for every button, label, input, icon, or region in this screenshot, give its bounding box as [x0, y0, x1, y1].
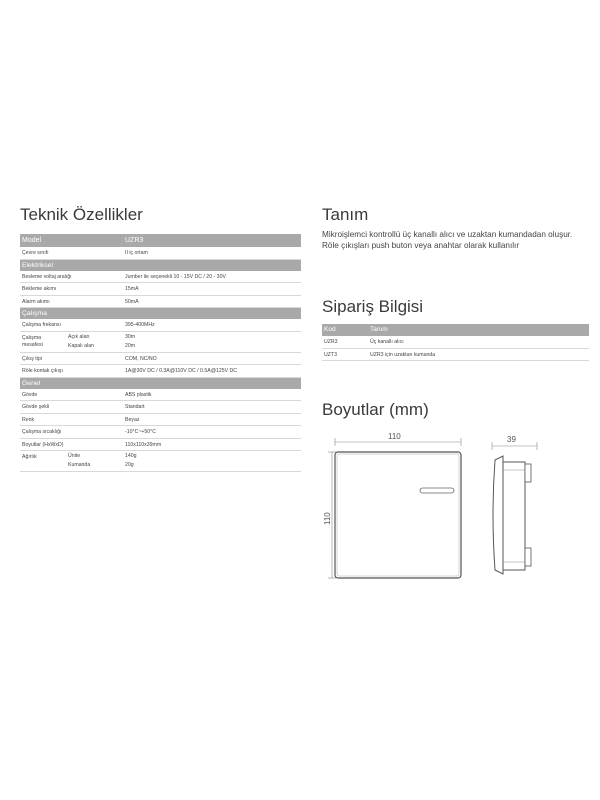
table-row-distance [20, 332, 301, 353]
table-row [20, 439, 301, 452]
definition-text: Mikroişlemci kontrollü üç kanallı alıcı ve uzaktan kumandadan oluşur. Röle çıkışları push buton veya anahtar olarak kullanılır [322, 230, 573, 250]
spec-key: Besleme voltaj aralığı [22, 273, 72, 280]
device-body [503, 462, 525, 570]
spec-subkey: Kapalı alan [68, 342, 94, 349]
spec-value: Standart [125, 404, 145, 410]
spec-key: Çalışma sıcaklığı [22, 429, 62, 435]
table-row [20, 319, 301, 332]
spec-key: Ağırlık [22, 454, 37, 460]
table-row [20, 353, 301, 366]
table-row [20, 283, 301, 296]
spec-key: Çıkış tipi [22, 355, 42, 362]
table-row [20, 414, 301, 427]
table-row [20, 247, 301, 260]
order-desc: UZR3 için uzaktan kumanda [370, 351, 436, 358]
dimensions-drawing [315, 430, 555, 600]
spec-value: Jumber ile seçenekli 10 - 15V DC / 20 - 30V [125, 273, 226, 280]
spec-value: 20m [125, 342, 136, 349]
spec-value: 30m [125, 333, 136, 340]
order-code: UZR3 [324, 339, 338, 345]
section-electrical [20, 260, 301, 271]
table-row-weight [20, 451, 301, 472]
spec-key: Alarm akımı [22, 298, 50, 305]
spec-value: 140g [125, 453, 137, 459]
table-row [20, 271, 301, 284]
spec-value: Beyaz [125, 416, 140, 423]
spec-header-row [20, 234, 301, 247]
spec-value: 50mA [125, 298, 139, 305]
spec-value: ABS plastik [125, 391, 152, 398]
side-view [492, 435, 537, 574]
order-table [322, 324, 589, 361]
front-view [323, 432, 461, 578]
spec-key: Bekleme akımı [22, 286, 57, 292]
spec-value: 1A@30V DC / 0.3A@110V DC / 0.5A@125V DC [125, 368, 238, 374]
device-front [335, 452, 461, 578]
order-desc: Üç kanallı alıcı [370, 339, 404, 345]
spec-value: 20g [125, 462, 134, 468]
order-header-value: Tanım [370, 326, 388, 333]
order-header-row [322, 324, 589, 336]
spec-value: -10°C~+50°C [125, 429, 156, 435]
spec-key: Çevre sınıfı [22, 250, 49, 256]
table-row [322, 349, 589, 362]
spec-header-value: UZR3 [125, 237, 144, 244]
spec-value: COM, NC/NO [125, 355, 157, 362]
spec-title: Teknik Özellikler [20, 205, 143, 224]
section-label: Çalışma [22, 310, 47, 317]
height-label: 110 [323, 512, 332, 525]
spec-key: Gövde şekli [22, 404, 50, 410]
led-slot [420, 488, 454, 493]
spec-key: Gövde [22, 391, 38, 398]
spec-header-key: Model [22, 237, 42, 244]
depth-label: 39 [507, 435, 516, 444]
width-label: 110 [388, 432, 401, 441]
section-label: Elektriksel [22, 261, 53, 269]
spec-subkey: Açık alan [68, 333, 90, 340]
section-label: Genel [22, 379, 41, 387]
dimensions-title: Boyutlar (mm) [322, 400, 429, 419]
spec-value: II iç ortam [125, 250, 148, 256]
spec-key: Renk [22, 416, 35, 423]
spec-key: Röle kontak çıkışı [22, 368, 63, 374]
spec-key: Çalışma mesafesi [22, 334, 43, 348]
spec-value: 15mA [125, 286, 139, 292]
spec-value: 110x110x39mm [125, 441, 162, 448]
spec-subkey: Kumanda [68, 462, 91, 468]
spec-value: 395-400MHz [125, 322, 155, 328]
table-row [322, 336, 589, 349]
order-code: UZT3 [324, 351, 337, 358]
spec-key: Boyutlar (HxWxD) [22, 441, 64, 448]
table-row [20, 401, 301, 414]
table-row [20, 389, 301, 402]
table-row [20, 426, 301, 439]
order-header-key: Kod [324, 326, 336, 333]
table-row [20, 296, 301, 309]
definition-title: Tanım [322, 205, 369, 224]
table-row [20, 365, 301, 378]
section-operation [20, 308, 301, 319]
section-general [20, 378, 301, 389]
spec-key: Çalışma frekansı [22, 322, 61, 328]
spec-subkey: Ünite [68, 453, 81, 459]
order-title: Sipariş Bilgisi [322, 297, 424, 316]
spec-table [20, 234, 301, 472]
